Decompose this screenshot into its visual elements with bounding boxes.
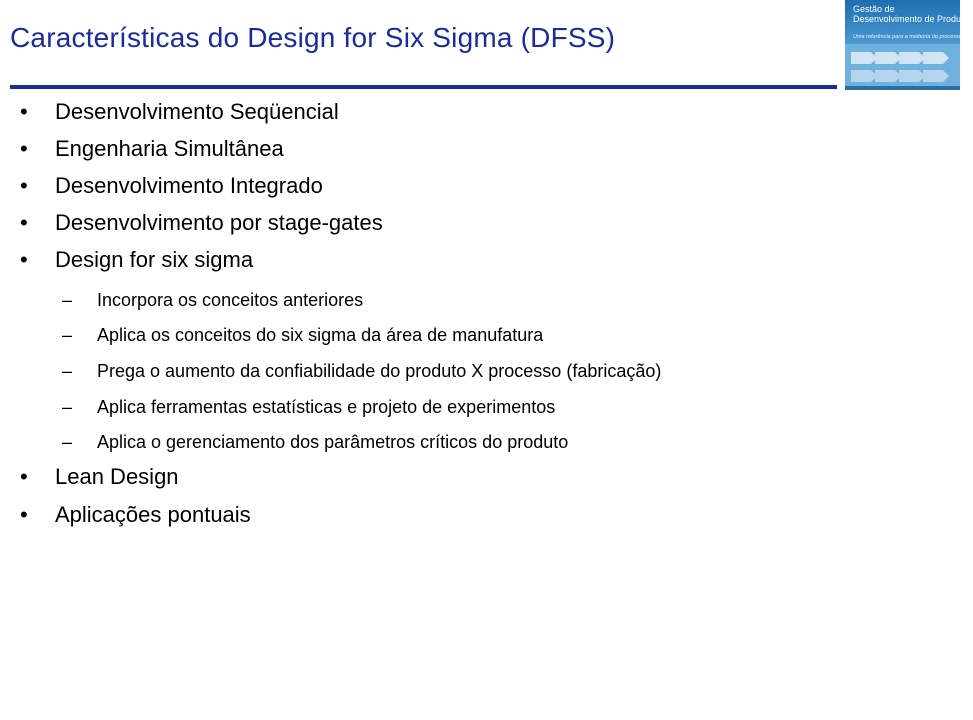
list-item-text: Engenharia Simultânea xyxy=(55,136,284,161)
list-item-text: Desenvolvimento Integrado xyxy=(55,173,323,198)
bullet-dot: • xyxy=(20,136,28,161)
bullet-dot: • xyxy=(20,464,28,489)
bullet-dot: • xyxy=(20,210,28,235)
logo-tagline: Uma referência para a melhoria do processo xyxy=(853,34,962,40)
sub-list-item-text: Aplica os conceitos do six sigma da área de manufatura xyxy=(97,325,544,345)
list-item-text: Desenvolvimento Seqüencial xyxy=(55,99,339,124)
logo-line-2: Desenvolvimento de Produtos xyxy=(853,14,973,24)
sub-list-item-text: Aplica ferramentas estatísticas e projeto de experimentos xyxy=(97,397,556,417)
list-item-text: Design for six sigma xyxy=(55,247,254,272)
bullet-dot: • xyxy=(20,99,28,124)
list-item-text: Aplicações pontuais xyxy=(55,502,251,527)
bullet-dash: – xyxy=(62,325,73,345)
list-item-text: Lean Design xyxy=(55,464,179,489)
bullet-dash: – xyxy=(62,397,73,417)
list-item-text: Desenvolvimento por stage-gates xyxy=(55,210,383,235)
bullet-dot: • xyxy=(20,247,28,272)
bullet-dash: – xyxy=(62,361,73,381)
bullet-dot: • xyxy=(20,173,28,198)
bullet-dash: – xyxy=(62,432,73,452)
sub-list-item-text: Aplica o gerenciamento dos parâmetros críticos do produto xyxy=(97,432,569,452)
sub-list-item-text: Prega o aumento da confiabilidade do produto X processo (fabricação) xyxy=(97,361,662,381)
slide-title: Características do Design for Six Sigma (DFSS) xyxy=(10,22,616,53)
logo-line-1: Gestão de xyxy=(853,4,895,14)
sub-list-item-text: Incorpora os conceitos anteriores xyxy=(97,290,364,310)
bullet-dash: – xyxy=(62,290,73,310)
bullet-dot: • xyxy=(20,502,28,527)
